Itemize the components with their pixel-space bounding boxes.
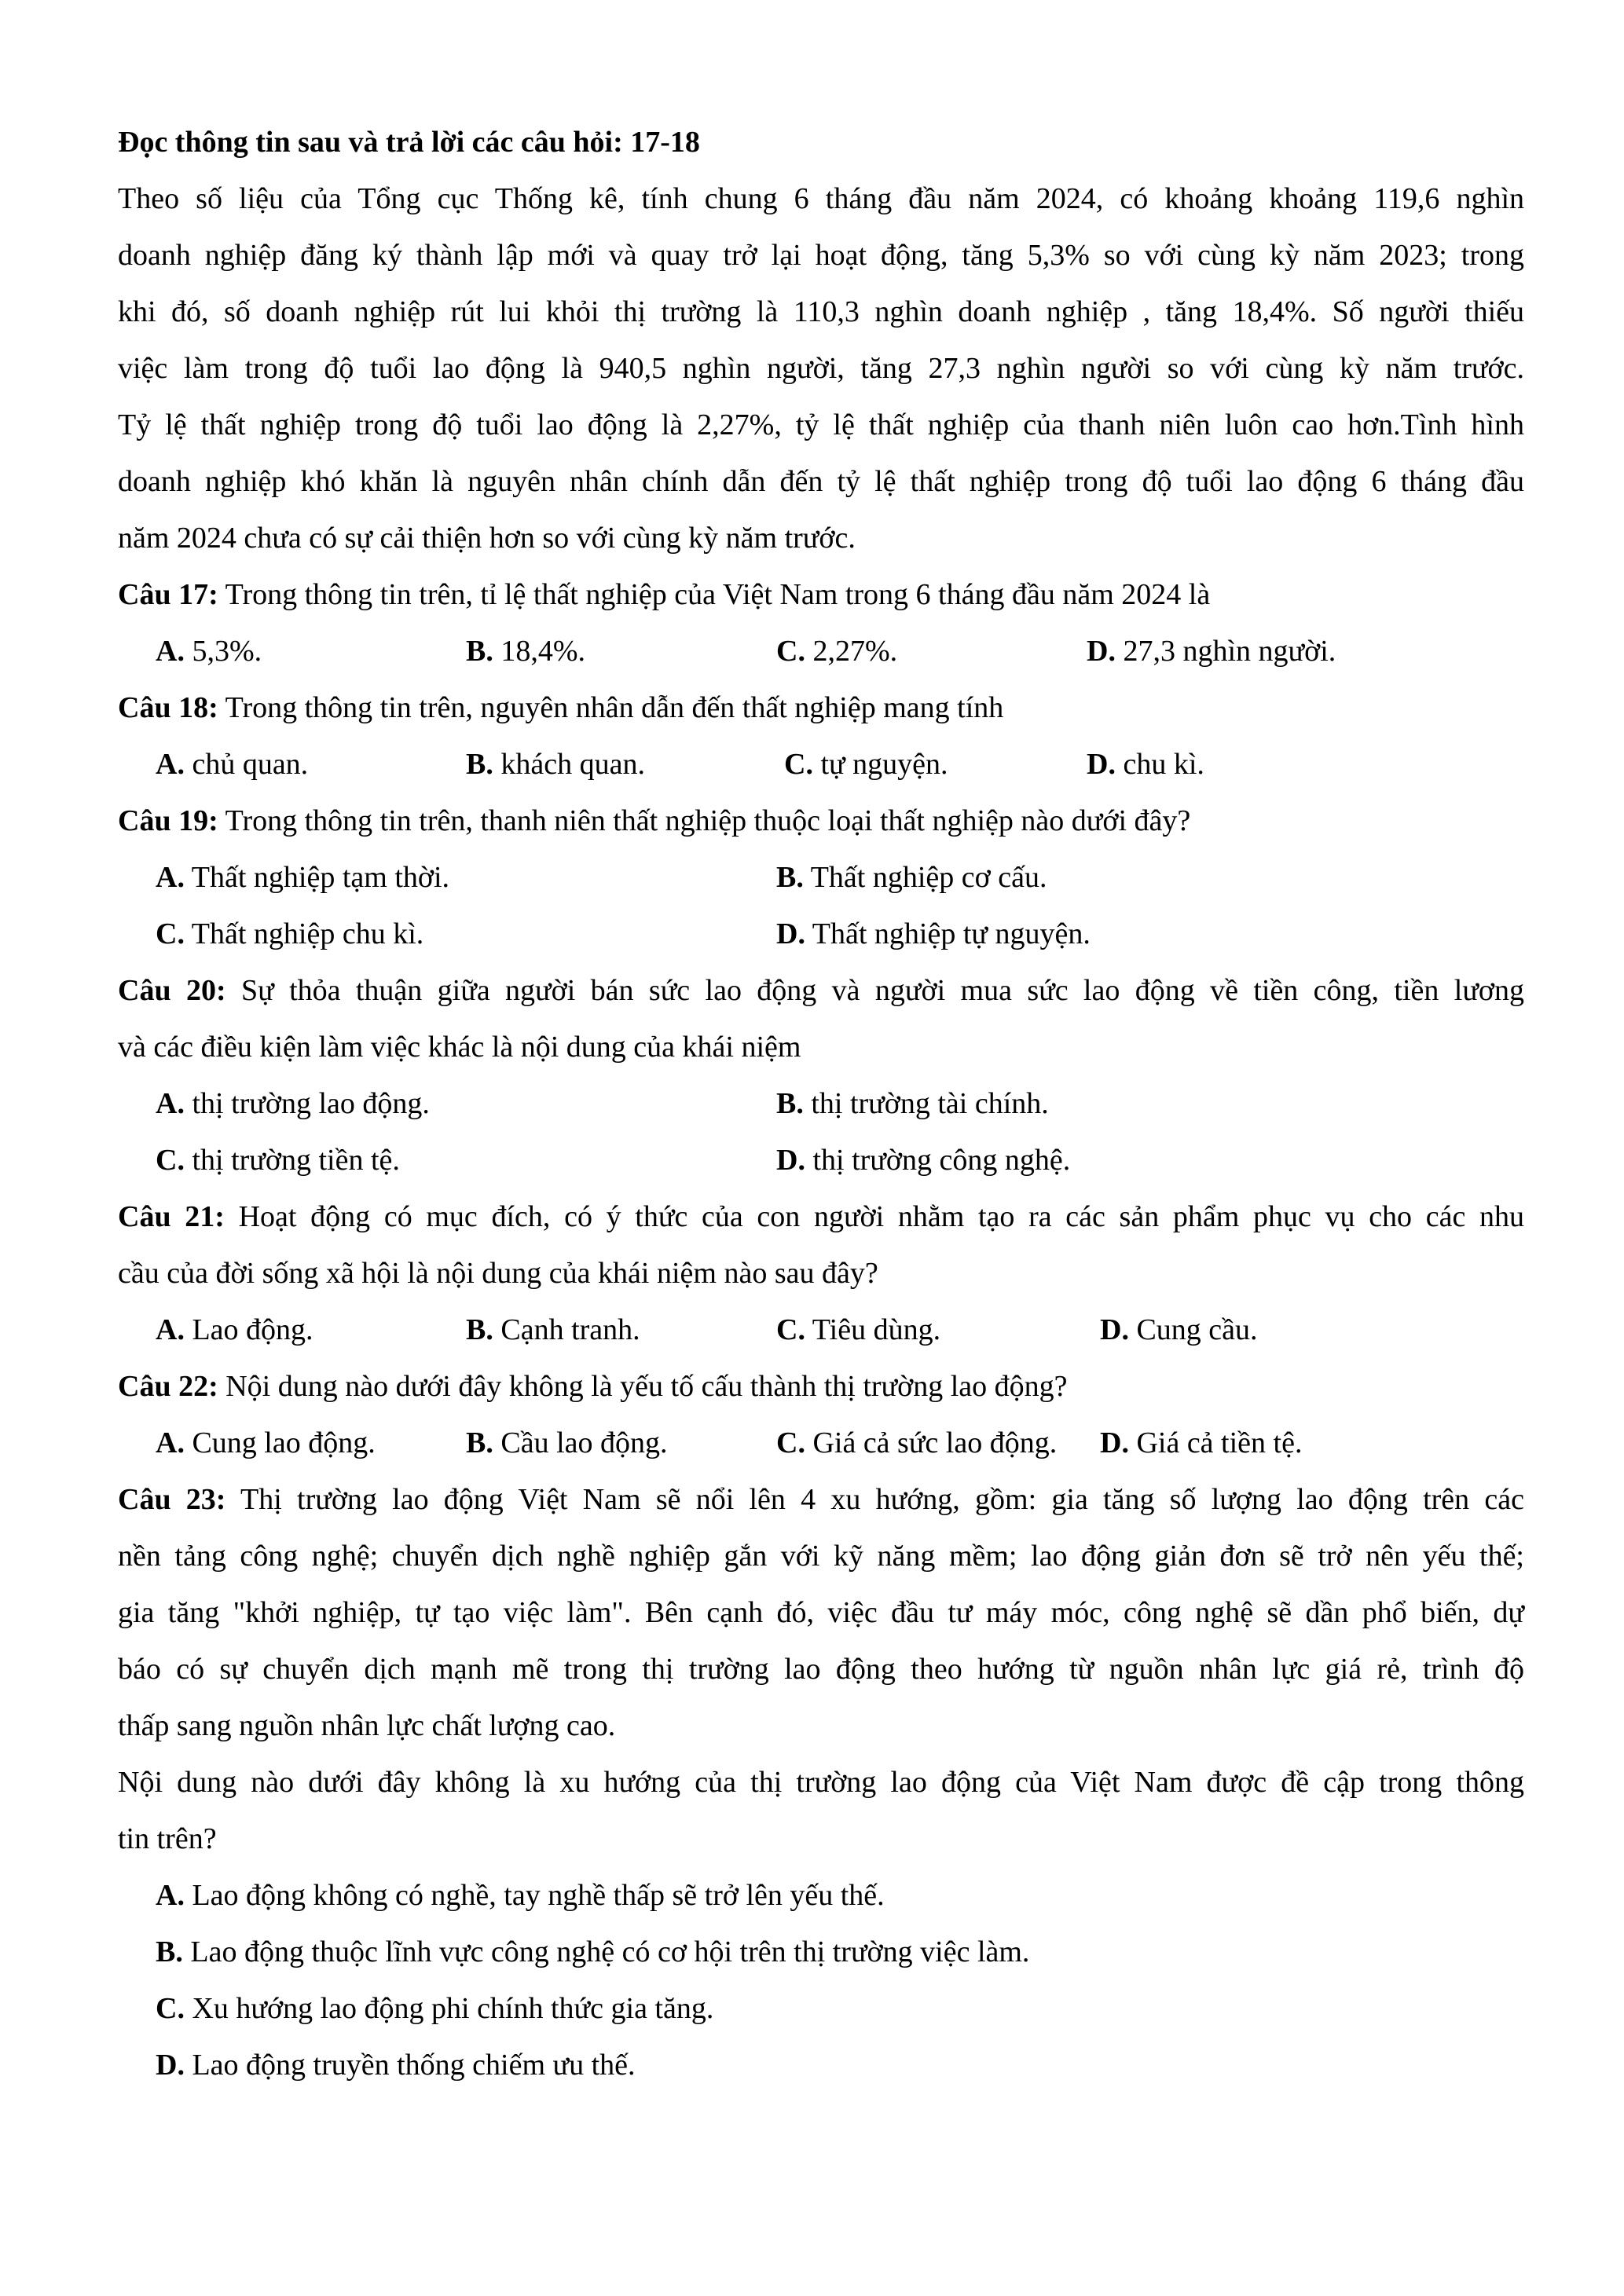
- option-d: D. thị trường công nghệ.: [776, 1144, 1071, 1177]
- option-a: A. 5,3%.: [156, 635, 262, 668]
- question-21: [118, 1188, 1524, 1358]
- option-a: A. chủ quan.: [156, 748, 309, 781]
- question-23: [118, 1471, 1524, 2093]
- document-content: [118, 114, 1524, 2093]
- info-passage: [118, 170, 1524, 566]
- option-row: [118, 623, 1524, 679]
- option-d: D. chu kì.: [1087, 748, 1204, 781]
- question-text: báo có sự chuyển dịch mạnh mẽ trong thị trường lao động theo hướng từ nguồn nhân lực giá rẻ, trình độ: [118, 1653, 1524, 1686]
- question-17: [118, 566, 1524, 679]
- passage-line: năm 2024 chưa có sự cải thiện hơn so với cùng kỳ năm trước.: [118, 522, 856, 555]
- option-row: [118, 1132, 1524, 1188]
- option-d: D. Giá cả tiền tệ.: [1100, 1426, 1303, 1459]
- question-text: Trong thông tin trên, tỉ lệ thất nghiệp của Việt Nam trong 6 tháng đầu năm 2024 là: [225, 578, 1211, 611]
- option-a: A. Cung lao động.: [156, 1426, 376, 1459]
- passage-line: khi đó, số doanh nghiệp rút lui khỏi thị trường là 110,3 nghìn doanh nghiệp , tăng 18,4%. Số người thiếu: [118, 295, 1524, 328]
- option-b: B. Cầu lao động.: [466, 1426, 668, 1459]
- option-c: C. Thất nghiệp chu kì.: [156, 917, 424, 950]
- option-b: B. Thất nghiệp cơ cấu.: [776, 861, 1047, 894]
- question-20: [118, 962, 1524, 1188]
- question-22: [118, 1358, 1524, 1471]
- question-text: nền tảng công nghệ; chuyển dịch nghề nghiệp gắn với kỹ năng mềm; lao động giản đơn sẽ trở nên yếu thế;: [118, 1540, 1524, 1573]
- question-text: Hoạt động có mục đích, có ý thức của con người nhằm tạo ra các sản phẩm phục vụ cho các nhu: [238, 1200, 1525, 1233]
- question-label: Câu 23:: [118, 1483, 226, 1516]
- option-row: [118, 736, 1524, 793]
- question-text: Thị trường lao động Việt Nam sẽ nổi lên 4 xu hướng, gồm: gia tăng số lượng lao động trên các: [240, 1483, 1524, 1516]
- question-label: Câu 22:: [118, 1370, 218, 1403]
- option-b: B. Cạnh tranh.: [466, 1313, 640, 1346]
- option-row: [118, 906, 1524, 962]
- option-d: D. Thất nghiệp tự nguyện.: [776, 917, 1091, 950]
- option-c: C. Giá cả sức lao động.: [776, 1426, 1058, 1459]
- question-label: Câu 18:: [118, 691, 218, 724]
- question-text: gia tăng "khởi nghiệp, tự tạo việc làm". Bên cạnh đó, việc đầu tư máy móc, công nghệ sẽ dần phổ biến, dự: [118, 1596, 1524, 1629]
- option-c: C. tự nguyện.: [784, 748, 948, 781]
- option-row: [118, 1415, 1524, 1471]
- option-c: C. Tiêu dùng.: [776, 1313, 941, 1346]
- passage-line: doanh nghiệp khó khăn là nguyên nhân chính dẫn đến tỷ lệ thất nghiệp trong độ tuổi lao động 6 tháng đầu: [118, 465, 1524, 498]
- passage-line: Theo số liệu của Tổng cục Thống kê, tính chung 6 tháng đầu năm 2024, có khoảng khoảng 119,6 nghìn: [118, 182, 1524, 215]
- option-row: [118, 1075, 1524, 1132]
- question-text: tin trên?: [118, 1822, 217, 1855]
- option-a: A. Lao động.: [156, 1313, 313, 1346]
- option-c: C. 2,27%.: [776, 635, 898, 668]
- passage-line: Tỷ lệ thất nghiệp trong độ tuổi lao động là 2,27%, tỷ lệ thất nghiệp của thanh niên luôn cao hơn.Tình hình: [118, 408, 1524, 441]
- option-b: B. thị trường tài chính.: [776, 1087, 1049, 1120]
- option-row: [118, 849, 1524, 906]
- option-d: D. Lao động truyền thống chiếm ưu thế.: [156, 2049, 636, 2082]
- section-heading: Đọc thông tin sau và trả lời các câu hỏi: 17-18: [118, 126, 700, 159]
- option-a: A. Lao động không có nghề, tay nghề thấp sẽ trở lên yếu thế.: [156, 1879, 885, 1912]
- question-text: Sự thỏa thuận giữa người bán sức lao động và người mua sức lao động về tiền công, tiền lương: [240, 974, 1525, 1007]
- question-label: Câu 20:: [118, 974, 226, 1007]
- question-text: Trong thông tin trên, nguyên nhân dẫn đến thất nghiệp mang tính: [225, 691, 1004, 724]
- question-text: cầu của đời sống xã hội là nội dung của khái niệm nào sau đây?: [118, 1257, 878, 1290]
- option-b: B. Lao động thuộc lĩnh vực công nghệ có cơ hội trên thị trường việc làm.: [156, 1935, 1030, 1968]
- question-18: [118, 679, 1524, 793]
- question-text: và các điều kiện làm việc khác là nội dung của khái niệm: [118, 1031, 801, 1064]
- option-d: D. 27,3 nghìn người.: [1087, 635, 1336, 668]
- question-19: [118, 793, 1524, 962]
- option-a: A. thị trường lao động.: [156, 1087, 430, 1120]
- question-text: thấp sang nguồn nhân lực chất lượng cao.: [118, 1709, 616, 1742]
- question-text: Nội dung nào dưới đây không là xu hướng của thị trường lao động của Việt Nam được đề cập trong thông: [118, 1766, 1524, 1799]
- option-b: B. 18,4%.: [466, 635, 586, 668]
- option-d: D. Cung cầu.: [1100, 1313, 1258, 1346]
- question-label: Câu 21:: [118, 1200, 225, 1233]
- option-c: C. Xu hướng lao động phi chính thức gia tăng.: [156, 1992, 714, 2025]
- question-label: Câu 19:: [118, 804, 218, 837]
- option-a: A. Thất nghiệp tạm thời.: [156, 861, 450, 894]
- passage-line: doanh nghiệp đăng ký thành lập mới và quay trở lại hoạt động, tăng 5,3% so với cùng kỳ năm 2023; trong: [118, 239, 1524, 272]
- question-text: Trong thông tin trên, thanh niên thất nghiệp thuộc loại thất nghiệp nào dưới đây?: [225, 804, 1191, 837]
- option-c: C. thị trường tiền tệ.: [156, 1144, 400, 1177]
- question-text: Nội dung nào dưới đây không là yếu tố cấu thành thị trường lao động?: [225, 1370, 1068, 1403]
- passage-line: việc làm trong độ tuổi lao động là 940,5 nghìn người, tăng 27,3 nghìn người so với cùng kỳ năm trước.: [118, 352, 1524, 385]
- option-b: B. khách quan.: [466, 748, 645, 781]
- question-label: Câu 17:: [118, 578, 218, 611]
- option-row: [118, 1302, 1524, 1358]
